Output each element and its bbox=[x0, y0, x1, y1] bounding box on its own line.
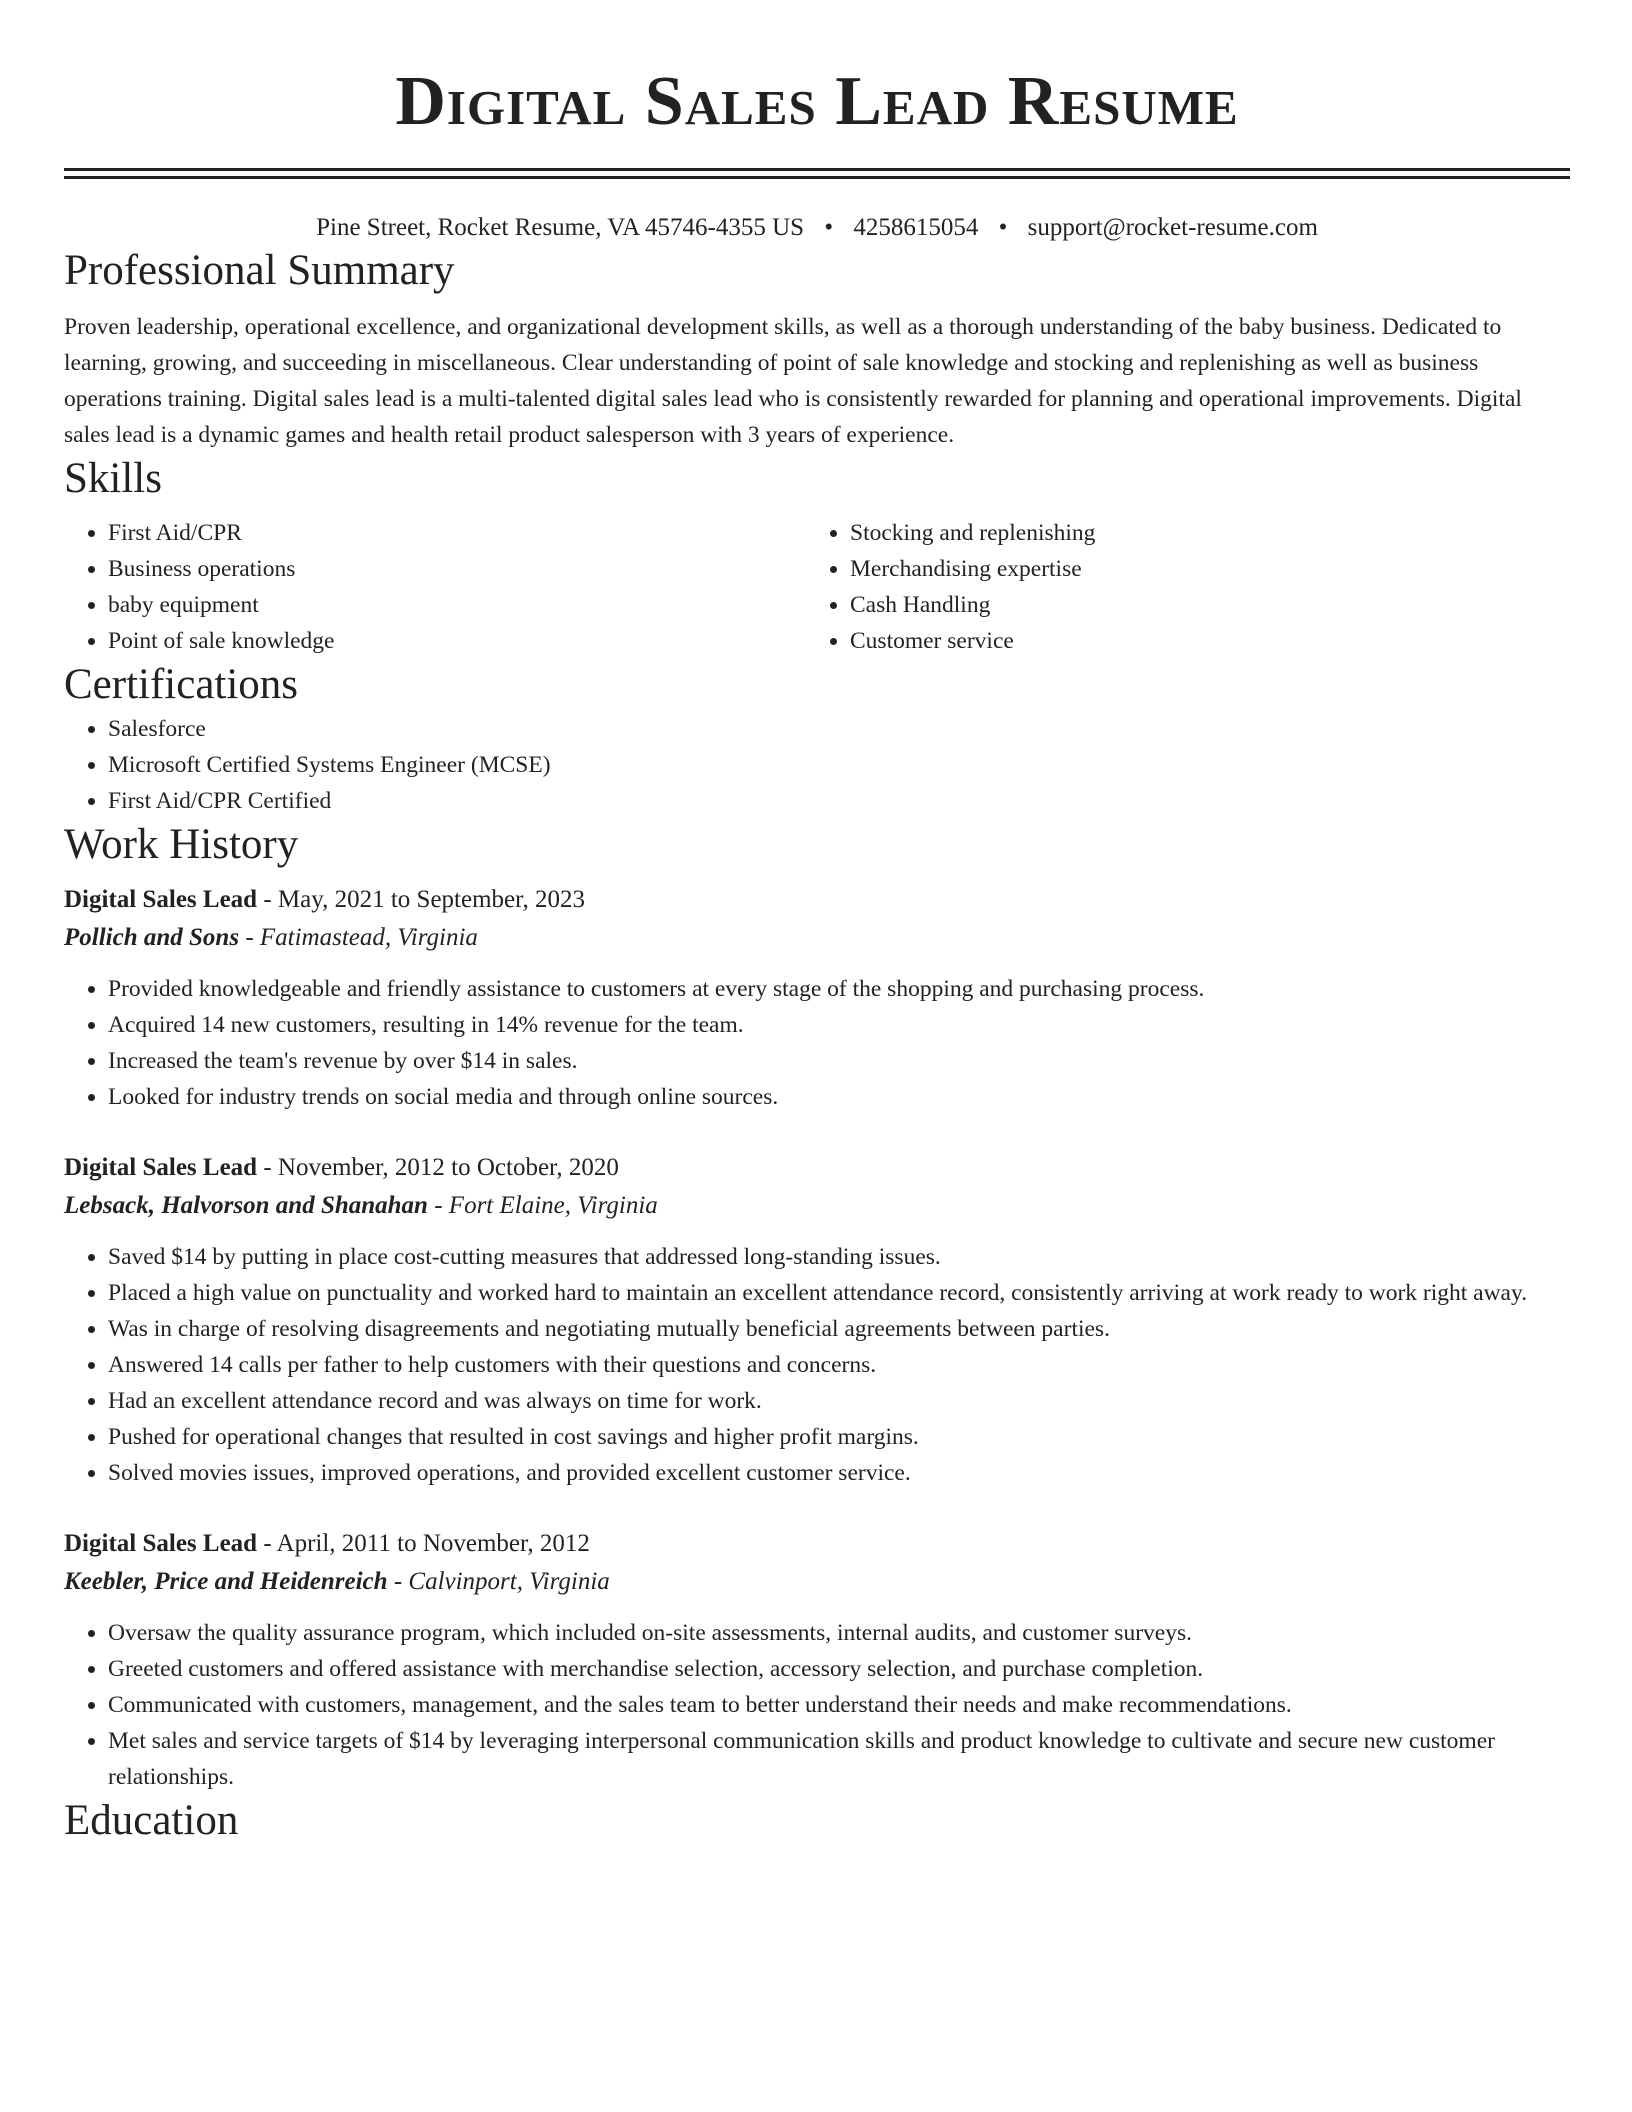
certification-item: • Microsoft Certified Systems Engineer (MCSE) bbox=[108, 747, 1570, 783]
job-bullets bbox=[64, 971, 1570, 1115]
skills-column-left bbox=[64, 515, 806, 659]
contact-email: support@rocket-resume.com bbox=[1027, 214, 1318, 241]
job-location: - Fort Elaine, Virginia bbox=[427, 1192, 658, 1219]
contact-separator: • bbox=[824, 214, 834, 241]
job-bullet: • Increased the team's revenue by over $14 in sales. bbox=[108, 1043, 1570, 1079]
skills-heading: Skills bbox=[64, 455, 162, 502]
skill-item: • Business operations bbox=[108, 551, 806, 587]
title-rule-thick bbox=[64, 168, 1570, 171]
job-bullet: • Was in charge of resolving disagreements and negotiating mutually beneficial agreements between parties. bbox=[108, 1311, 1570, 1347]
resume-title: Digital Sales Lead Resume bbox=[395, 63, 1239, 140]
job-role: Digital Sales Lead bbox=[64, 1154, 258, 1181]
job-company-line bbox=[64, 1563, 1570, 1601]
skill-item: • Merchandising expertise bbox=[850, 551, 1548, 587]
job-bullet: • Oversaw the quality assurance program, which included on-site assessments, internal audits, and customer surveys. bbox=[108, 1615, 1570, 1651]
job-company: Pollich and Sons bbox=[64, 924, 240, 951]
job-dates: - November, 2012 to October, 2020 bbox=[257, 1154, 619, 1181]
skill-item: • baby equipment bbox=[108, 587, 806, 623]
job-bullet: • Communicated with customers, management, and the sales team to better understand their needs and make recommendations. bbox=[108, 1687, 1570, 1723]
contact-separator: • bbox=[998, 214, 1008, 241]
skills-list bbox=[64, 515, 1570, 659]
contact-line bbox=[64, 211, 1570, 245]
resume-content bbox=[64, 0, 1570, 1847]
education-heading: Education bbox=[64, 1797, 239, 1844]
job-entry bbox=[64, 1525, 1570, 1795]
job-role: Digital Sales Lead bbox=[64, 1530, 258, 1557]
certification-item: • Salesforce bbox=[108, 711, 1570, 747]
skill-item: • Stocking and replenishing bbox=[850, 515, 1548, 551]
job-bullets bbox=[64, 1239, 1570, 1491]
job-dates: - May, 2021 to September, 2023 bbox=[257, 886, 585, 913]
job-entry bbox=[64, 881, 1570, 1115]
job-company-line bbox=[64, 1187, 1570, 1225]
job-header bbox=[64, 1525, 1570, 1563]
job-header bbox=[64, 1149, 1570, 1187]
certifications-heading: Certifications bbox=[64, 661, 299, 708]
job-bullet: • Acquired 14 new customers, resulting in 14% revenue for the team. bbox=[108, 1007, 1570, 1043]
summary-text: Proven leadership, operational excellence, and organizational development skills, as well as a thorough understanding of the baby business. Dedicated to learning, growing, and succeeding in miscellaneous. Clear understanding of point of sale knowledge and stocking and replenishing as well as business operations training. Digital sales lead is a multi-talented digital sales lead who is consistently rewarded for planning and operational improvements. Digital sales lead is a dynamic games and health retail product salesperson with 3 years of experience. bbox=[64, 314, 1522, 448]
job-company: Lebsack, Halvorson and Shanahan bbox=[64, 1192, 428, 1219]
job-role: Digital Sales Lead bbox=[64, 886, 258, 913]
contact-phone: 4258615054 bbox=[853, 214, 979, 241]
job-bullet: • Placed a high value on punctuality and worked hard to maintain an excellent attendance record, consistently arriving at work ready to work right away. bbox=[108, 1275, 1570, 1311]
certification-item: • First Aid/CPR Certified bbox=[108, 783, 1570, 819]
job-bullet: • Provided knowledgeable and friendly assistance to customers at every stage of the shopping and purchasing process. bbox=[108, 971, 1570, 1007]
job-company: Keebler, Price and Heidenreich bbox=[64, 1568, 388, 1595]
summary-heading: Professional Summary bbox=[64, 247, 455, 294]
certifications-list bbox=[64, 711, 1570, 819]
contact-address: Pine Street, Rocket Resume, VA 45746-4355 US bbox=[316, 214, 805, 241]
title-rule-thin bbox=[64, 176, 1570, 179]
skill-item: • First Aid/CPR bbox=[108, 515, 806, 551]
job-bullet: • Looked for industry trends on social media and through online sources. bbox=[108, 1079, 1570, 1115]
job-bullets bbox=[64, 1615, 1570, 1795]
job-bullet: • Answered 14 calls per father to help customers with their questions and concerns. bbox=[108, 1347, 1570, 1383]
work-history-heading: Work History bbox=[64, 821, 299, 868]
skills-column-right bbox=[806, 515, 1548, 659]
skill-item: • Cash Handling bbox=[850, 587, 1548, 623]
skill-item: • Customer service bbox=[850, 623, 1548, 659]
job-location: - Fatimastead, Virginia bbox=[239, 924, 478, 951]
job-company-line bbox=[64, 919, 1570, 957]
job-bullet: • Pushed for operational changes that resulted in cost savings and higher profit margins. bbox=[108, 1419, 1570, 1455]
skill-item: • Point of sale knowledge bbox=[108, 623, 806, 659]
job-dates: - April, 2011 to November, 2012 bbox=[257, 1530, 590, 1557]
job-entry bbox=[64, 1149, 1570, 1491]
job-bullet: • Solved movies issues, improved operations, and provided excellent customer service. bbox=[108, 1455, 1570, 1491]
job-header bbox=[64, 881, 1570, 919]
job-bullet: • Saved $14 by putting in place cost-cutting measures that addressed long-standing issues. bbox=[108, 1239, 1570, 1275]
job-bullet: • Met sales and service targets of $14 by leveraging interpersonal communication skills and product knowledge to cultivate and secure new customer relationships. bbox=[108, 1723, 1570, 1795]
job-bullet: • Greeted customers and offered assistance with merchandise selection, accessory selection, and purchase completion. bbox=[108, 1651, 1570, 1687]
job-bullet: • Had an excellent attendance record and was always on time for work. bbox=[108, 1383, 1570, 1419]
job-location: - Calvinport, Virginia bbox=[387, 1568, 610, 1595]
